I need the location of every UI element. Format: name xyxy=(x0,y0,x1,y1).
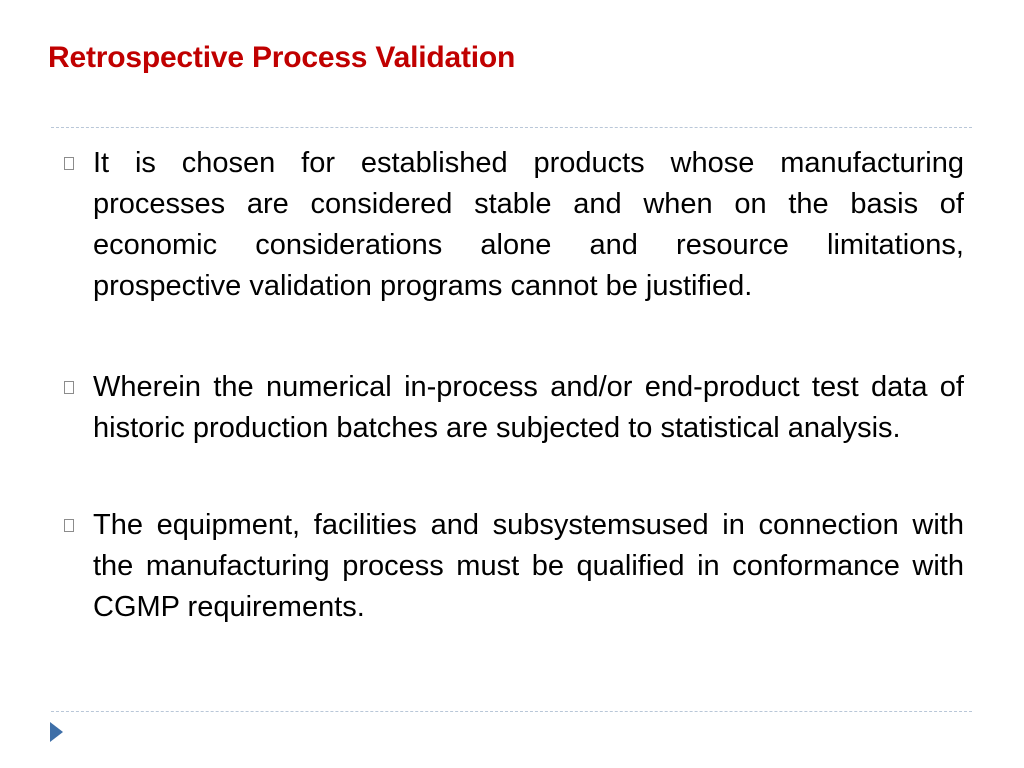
bullet-text: The equipment, facilities and subsystemsused in connection with the manufacturing process must be qualified in conformance with CGMP requirements. xyxy=(93,509,964,623)
bullet-text: It is chosen for established products whose manufacturing processes are considered stable and when on the basis of economic considerations alone and resource limitations, prospective validation programs cannot be justified. xyxy=(93,147,964,302)
square-bullet-icon xyxy=(64,519,74,532)
next-slide-arrow-icon[interactable] xyxy=(50,722,63,742)
slide-title: Retrospective Process Validation xyxy=(48,41,516,74)
bullet-item xyxy=(60,505,964,628)
bullet-item xyxy=(60,367,964,449)
square-bullet-icon xyxy=(64,381,74,394)
bottom-divider xyxy=(51,711,972,712)
bullet-item xyxy=(60,143,964,307)
square-bullet-icon xyxy=(64,157,74,170)
top-divider xyxy=(51,127,972,128)
bullet-list xyxy=(60,143,964,628)
bullet-text: Wherein the numerical in-process and/or end-product test data of historic production batches are subjected to statistical analysis. xyxy=(93,371,964,444)
